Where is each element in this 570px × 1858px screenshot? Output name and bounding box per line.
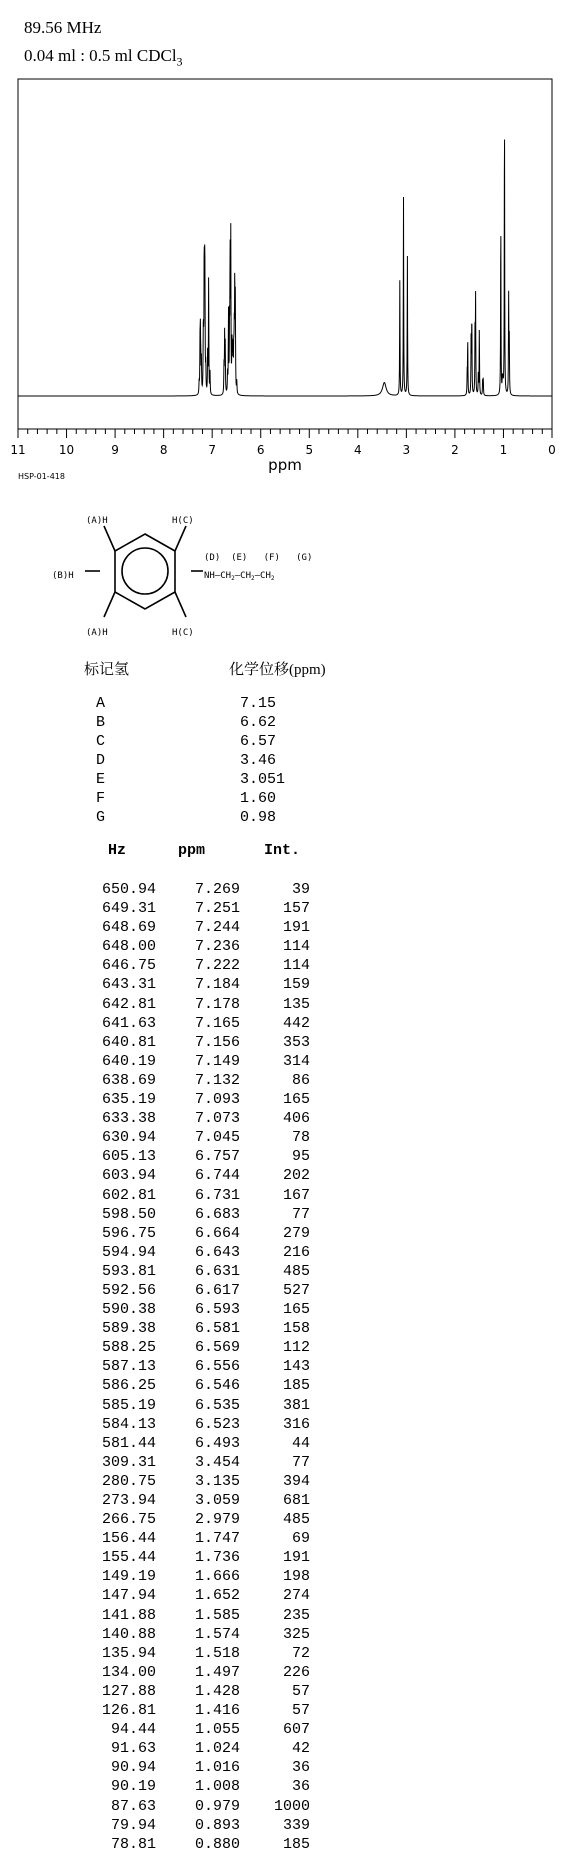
solvent-subscript: 3 — [176, 54, 183, 69]
peak-ppm: 6.683 — [194, 1205, 240, 1223]
benzene-ring — [85, 526, 203, 617]
peak-hz: 643.31 — [101, 976, 156, 994]
peak-ppm: 6.581 — [194, 1320, 240, 1338]
shift-label: A — [96, 695, 106, 712]
peak-int: 485 — [282, 1262, 310, 1280]
peak-header-int: Int. — [264, 842, 301, 859]
peak-hz: 584.13 — [101, 1415, 156, 1433]
peak-hz: 280.75 — [101, 1472, 156, 1490]
peak-hz: 594.94 — [101, 1243, 156, 1261]
peak-ppm: 7.045 — [194, 1129, 240, 1147]
peak-ppm: 7.178 — [194, 995, 240, 1013]
peak-ppm: 3.135 — [194, 1472, 240, 1490]
peak-int: 39 — [291, 881, 310, 898]
peak-hz: 87.63 — [110, 1797, 156, 1815]
ring-hexagon — [115, 534, 175, 609]
peak-int: 42 — [291, 1740, 310, 1758]
peak-hz: 598.50 — [101, 1205, 156, 1223]
peak-int: 167 — [282, 1186, 310, 1204]
peak-hz: 648.00 — [101, 938, 156, 956]
peak-int: 485 — [282, 1511, 310, 1529]
shift-label: E — [96, 771, 106, 788]
peak-hz: 79.94 — [110, 1816, 156, 1834]
peak-header-ppm: ppm — [178, 842, 206, 859]
peak-ppm: 0.893 — [194, 1816, 240, 1834]
peak-hz: 589.38 — [101, 1320, 156, 1338]
peak-hz: 602.81 — [101, 1186, 156, 1204]
peak-hz: 581.44 — [101, 1434, 156, 1452]
x-tick-label: 7 — [208, 443, 217, 457]
shift-header-label: 标记氢 — [84, 662, 130, 678]
peak-int: 202 — [282, 1167, 310, 1185]
peak-hz: 585.19 — [101, 1396, 156, 1414]
peak-int: 316 — [282, 1415, 310, 1433]
shift-value: 0.98 — [240, 809, 277, 826]
peak-int: 394 — [282, 1472, 310, 1490]
peak-hz: 273.94 — [101, 1492, 156, 1509]
ring-aromatic-circle — [122, 548, 168, 594]
x-tick-label: 1 — [499, 443, 508, 457]
peak-ppm: 6.731 — [194, 1186, 240, 1204]
peak-ppm: 3.454 — [194, 1453, 240, 1471]
peak-int: 527 — [282, 1281, 310, 1299]
peak-ppm: 0.979 — [194, 1797, 240, 1815]
shift-header-value: 化学位移(ppm) — [229, 662, 326, 678]
peak-int: 185 — [282, 1377, 310, 1395]
peak-hz: 642.81 — [101, 995, 156, 1013]
peak-int: 442 — [282, 1014, 310, 1032]
ch2-f-sub: 2 — [251, 575, 255, 582]
ch2-e: CH — [220, 571, 232, 581]
label-a-top: (A)H — [86, 516, 108, 526]
spectrum-code: HSP-01-418 — [18, 472, 65, 481]
peak-ppm: 7.156 — [194, 1033, 240, 1051]
peak-ppm: 1.416 — [194, 1702, 240, 1720]
peak-ppm: 1.055 — [194, 1721, 240, 1739]
shift-label: G — [96, 809, 106, 826]
peak-int: 198 — [282, 1568, 310, 1586]
peak-int: 185 — [282, 1835, 310, 1853]
shift-value: 3.46 — [240, 752, 277, 769]
peak-hz: 149.19 — [101, 1568, 156, 1586]
bond-c-top — [175, 526, 186, 551]
peak-ppm: 6.556 — [194, 1358, 240, 1376]
x-tick-label: 0 — [548, 443, 556, 457]
peak-ppm: 7.244 — [194, 919, 240, 937]
shift-value: 1.60 — [240, 790, 277, 807]
peak-int: 339 — [282, 1816, 310, 1834]
shift-label: D — [96, 752, 106, 769]
x-tick-label: 3 — [402, 443, 411, 457]
peak-int: 95 — [291, 1148, 310, 1166]
peak-hz: 646.75 — [101, 957, 156, 975]
x-tick-label: 9 — [111, 443, 119, 457]
peak-hz: 596.75 — [101, 1224, 156, 1242]
peak-int: 314 — [282, 1052, 310, 1070]
peak-ppm: 0.880 — [194, 1835, 240, 1853]
peak-ppm: 7.073 — [194, 1110, 240, 1128]
shift-value: 7.15 — [240, 695, 277, 712]
peak-ppm: 7.132 — [194, 1071, 240, 1089]
peak-ppm: 6.593 — [194, 1301, 240, 1319]
x-tick-label: 8 — [159, 443, 168, 457]
label-c-top: H(C) — [172, 516, 194, 526]
x-tick-label: 6 — [256, 443, 265, 457]
peak-int: 135 — [282, 995, 310, 1013]
shift-label: B — [96, 714, 106, 731]
peak-ppm: 1.497 — [194, 1663, 240, 1681]
peak-ppm: 6.631 — [194, 1262, 240, 1280]
peak-hz: 141.88 — [101, 1606, 156, 1624]
peak-hz: 630.94 — [101, 1129, 156, 1147]
shift-label: F — [96, 790, 106, 807]
peak-int: 69 — [291, 1530, 310, 1548]
peak-ppm: 6.569 — [194, 1339, 240, 1357]
peak-int: 157 — [282, 900, 310, 918]
peak-hz: 90.94 — [110, 1759, 156, 1777]
peak-ppm: 7.184 — [194, 976, 240, 994]
peak-hz: 635.19 — [101, 1091, 156, 1109]
x-axis-label: ppm — [268, 456, 302, 474]
label-a-bottom: (A)H — [86, 628, 108, 638]
peak-int: 165 — [282, 1091, 310, 1109]
nh-text: NH — [204, 571, 215, 581]
peak-ppm: 1.024 — [194, 1740, 240, 1758]
peak-hz: 649.31 — [101, 900, 156, 918]
peak-int: 226 — [282, 1663, 310, 1681]
peak-hz: 91.63 — [110, 1740, 156, 1758]
peak-ppm: 6.664 — [194, 1224, 240, 1242]
spectrometer-frequency: 89.56 MHz — [24, 18, 102, 37]
peak-ppm: 1.016 — [194, 1759, 240, 1777]
x-tick-label: 10 — [58, 443, 75, 457]
peak-header-hz: Hz — [108, 842, 127, 859]
peak-hz: 587.13 — [101, 1358, 156, 1376]
peak-int: 191 — [282, 919, 310, 937]
shift-value: 6.57 — [240, 733, 277, 750]
solvent-ratio-text: 0.04 ml : 0.5 ml CDCl — [24, 46, 177, 65]
peak-int: 274 — [282, 1587, 310, 1605]
peak-ppm: 1.518 — [194, 1644, 240, 1662]
peak-hz: 633.38 — [101, 1110, 156, 1128]
peak-hz: 586.25 — [101, 1377, 156, 1395]
peak-hz: 126.81 — [101, 1702, 156, 1720]
peak-hz: 605.13 — [101, 1148, 156, 1166]
peak-int: 216 — [282, 1243, 310, 1261]
peak-hz: 309.31 — [101, 1453, 156, 1471]
x-tick-label: 2 — [451, 443, 459, 457]
peak-ppm: 7.165 — [194, 1014, 240, 1032]
peak-ppm: 1.747 — [194, 1530, 240, 1548]
bond-a-top — [104, 526, 115, 551]
peak-int: 57 — [291, 1702, 310, 1720]
peak-ppm: 1.008 — [194, 1778, 240, 1796]
peak-ppm: 6.757 — [194, 1148, 240, 1166]
peak-ppm: 6.493 — [194, 1434, 240, 1452]
peak-hz: 156.44 — [101, 1530, 156, 1548]
peak-int: 607 — [282, 1721, 310, 1739]
peak-hz: 590.38 — [101, 1301, 156, 1319]
peak-int: 77 — [291, 1205, 310, 1223]
peak-hz: 78.81 — [110, 1835, 156, 1853]
peak-hz: 641.63 — [101, 1014, 156, 1032]
peak-hz: 592.56 — [101, 1281, 156, 1299]
peak-hz: 94.44 — [110, 1721, 156, 1739]
ch2-f: CH — [240, 571, 251, 581]
peak-hz: 134.00 — [101, 1663, 156, 1681]
chain-formula: $NH—CH_2—CH_2—CH_2$ — [204, 571, 275, 582]
peak-ppm: 7.269 — [194, 881, 240, 898]
peak-int: 191 — [282, 1549, 310, 1567]
peak-hz: 638.69 — [101, 1071, 156, 1089]
peak-int: 114 — [282, 957, 310, 975]
x-tick-label: 5 — [305, 443, 314, 457]
x-axis-tick-labels — [10, 443, 555, 457]
peak-int: 143 — [282, 1358, 310, 1376]
bond-a-bottom — [104, 592, 115, 617]
peak-int: 165 — [282, 1301, 310, 1319]
ch2-g-sub: 2 — [270, 575, 275, 582]
peak-ppm: 7.149 — [194, 1052, 240, 1070]
peak-hz: 650.94 — [101, 881, 156, 898]
peak-ppm: 6.535 — [194, 1396, 240, 1414]
peak-ppm: 7.093 — [194, 1091, 240, 1109]
bond-c-bottom — [175, 592, 186, 617]
peak-hz: 155.44 — [101, 1549, 156, 1567]
peak-hz: 648.69 — [101, 919, 156, 937]
peak-hz: 603.94 — [101, 1167, 156, 1185]
peak-int: 114 — [282, 938, 310, 956]
chain-letters: (D) (E) (F) (G) — [204, 553, 313, 563]
peak-int: 1000 — [273, 1797, 310, 1815]
peak-ppm: 6.617 — [194, 1281, 240, 1299]
peak-int: 112 — [282, 1339, 310, 1357]
peak-hz: 593.81 — [101, 1262, 156, 1280]
peak-int: 353 — [282, 1033, 310, 1051]
shift-value: 3.051 — [240, 771, 286, 788]
peak-ppm: 1.585 — [194, 1606, 240, 1624]
peak-hz: 135.94 — [101, 1644, 156, 1662]
peak-int: 279 — [282, 1224, 310, 1242]
molecule-structure — [48, 510, 338, 640]
peak-ppm: 1.666 — [194, 1568, 240, 1586]
peak-int: 406 — [282, 1110, 310, 1128]
peak-ppm: 6.546 — [194, 1377, 240, 1395]
shift-value: 6.62 — [240, 714, 277, 731]
peak-ppm: 1.574 — [194, 1625, 240, 1643]
peak-int: 158 — [282, 1320, 310, 1338]
peak-ppm: 7.251 — [194, 900, 240, 918]
peak-hz: 640.19 — [101, 1052, 156, 1070]
peak-int: 77 — [291, 1453, 310, 1471]
spectrum-line — [18, 140, 552, 396]
peak-ppm: 1.428 — [194, 1682, 240, 1700]
label-b: (B)H — [52, 571, 74, 581]
peak-ppm: 7.236 — [194, 938, 240, 956]
peak-int: 159 — [282, 976, 310, 994]
peak-int: 325 — [282, 1625, 310, 1643]
ch2-e-sub: 2 — [231, 575, 235, 582]
peak-hz: 140.88 — [101, 1625, 156, 1643]
x-axis-ticks — [18, 429, 552, 438]
peak-ppm: 6.643 — [194, 1243, 240, 1261]
peak-hz: 266.75 — [101, 1511, 156, 1529]
peak-int: 78 — [291, 1129, 310, 1147]
peak-int: 44 — [291, 1434, 310, 1452]
peak-hz: 588.25 — [101, 1339, 156, 1357]
peak-hz: 147.94 — [101, 1587, 156, 1605]
peak-int: 36 — [291, 1778, 310, 1796]
x-tick-label: 11 — [10, 443, 26, 457]
nmr-spectrum-chart — [0, 0, 570, 480]
peak-int: 72 — [291, 1644, 310, 1662]
shift-label: C — [96, 733, 106, 750]
ch2-g: CH — [260, 571, 271, 581]
peak-hz: 640.81 — [101, 1033, 156, 1051]
peak-ppm: 7.222 — [194, 957, 240, 975]
peak-int: 381 — [282, 1396, 310, 1414]
x-tick-label: 4 — [353, 443, 362, 457]
peak-int: 235 — [282, 1606, 310, 1624]
peak-ppm: 6.744 — [194, 1167, 240, 1185]
peak-ppm: 6.523 — [194, 1415, 240, 1433]
peak-hz: 127.88 — [101, 1682, 156, 1700]
label-c-bottom: H(C) — [172, 628, 194, 638]
peak-int: 36 — [291, 1759, 310, 1777]
peak-int: 57 — [291, 1682, 310, 1700]
peak-ppm: 1.652 — [194, 1587, 240, 1605]
peak-ppm: 2.979 — [194, 1511, 240, 1529]
peak-ppm: 3.059 — [194, 1492, 240, 1509]
peak-ppm: 1.736 — [194, 1549, 240, 1567]
peak-hz: 90.19 — [110, 1778, 156, 1796]
peak-int: 681 — [282, 1492, 310, 1509]
peak-int: 86 — [291, 1071, 310, 1089]
